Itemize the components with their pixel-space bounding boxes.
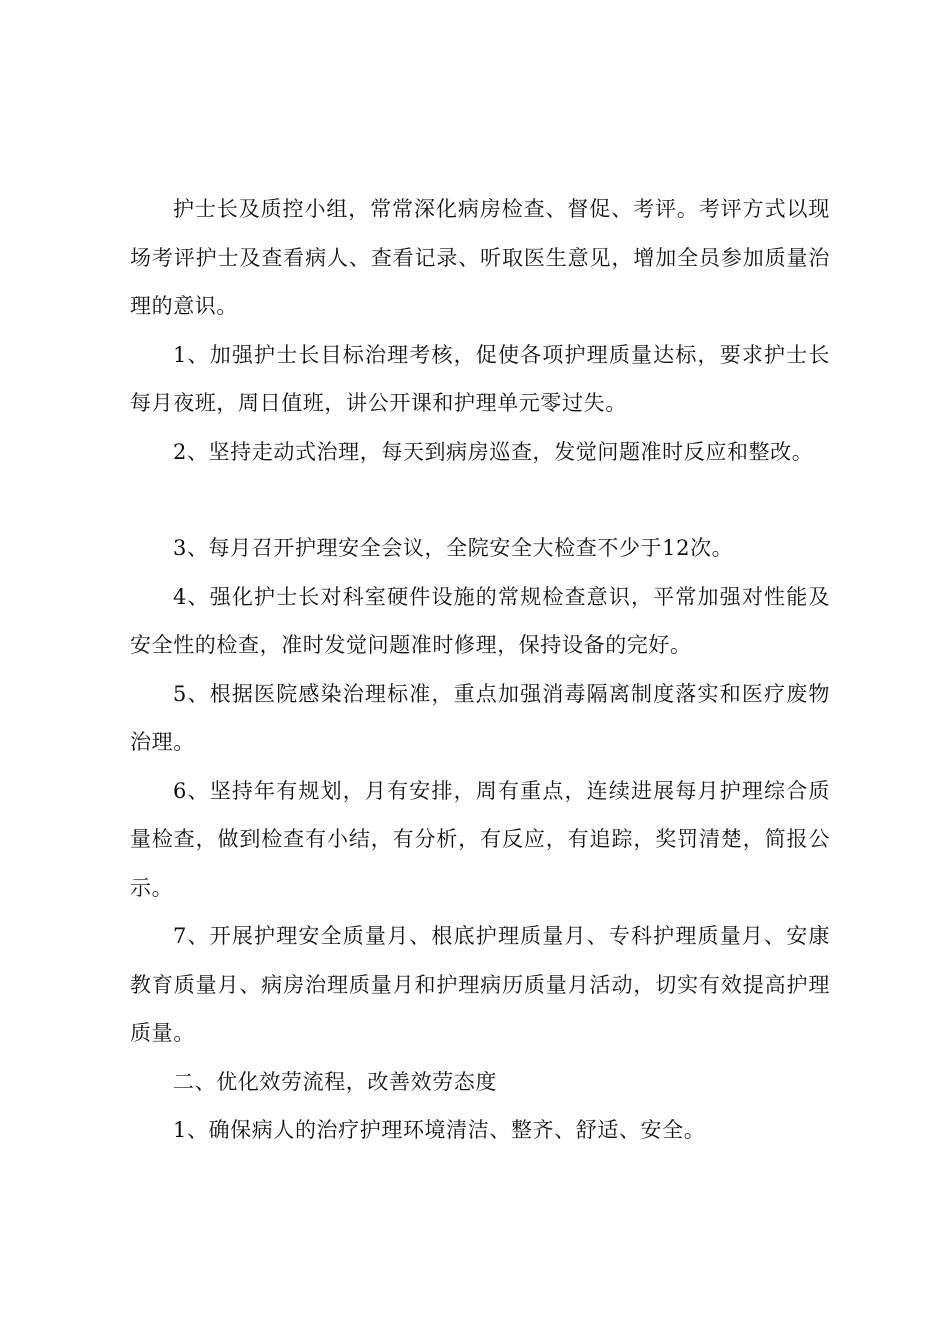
paragraph-gap <box>130 476 830 524</box>
document-body <box>130 185 830 1155</box>
paragraph-quality-inspection: 护士长及质控小组，常常深化病房检查、督促、考评。考评方式以现场考评护士及查看病人、查看记录、听取医生意见，增加全员参加质量治理的意识。 <box>130 197 830 318</box>
paragraph-item-6-planning: 6、坚持年有规划，月有安排，周有重点，连续进展每月护理综合质量检查，做到检查有小结，有分析，有反应，有追踪，奖罚清楚，简报公示。 <box>130 778 830 900</box>
paragraph-item-7-quality-months: 7、开展护理安全质量月、根底护理质量月、专科护理质量月、安康教育质量月、病房治理质量月和护理病历质量月活动，切实有效提高护理质量。 <box>130 924 830 1045</box>
paragraph-item-4-equipment-check: 4、强化护士长对科室硬件设施的常规检查意识，平常加强对性能及安全性的检查，准时发觉问题准时修理，保持设备的完好。 <box>130 584 830 657</box>
paragraph-item-5-infection-control: 5、根据医院感染治理标准，重点加强消毒隔离制度落实和医疗废物治理。 <box>130 681 830 754</box>
paragraph-item-3-safety-meeting: 3、每月召开护理安全会议，全院安全大检查不少于12次。 <box>173 536 734 560</box>
section-heading-service-process: 二、优化效劳流程，改善效劳态度 <box>173 1069 497 1094</box>
paragraph-item-2-walkaround-management: 2、坚持走动式治理，每天到病房巡查，发觉问题准时反应和整改。 <box>173 439 814 464</box>
paragraph-item-1-head-nurse-assessment: 1、加强护士长目标治理考核，促使各项护理质量达标，要求护士长每月夜班，周日值班，讲公开课和护理单元零过失。 <box>130 342 830 415</box>
paragraph-item-1-environment: 1、确保病人的治疗护理环境清洁、整齐、舒适、安全。 <box>173 1118 706 1142</box>
